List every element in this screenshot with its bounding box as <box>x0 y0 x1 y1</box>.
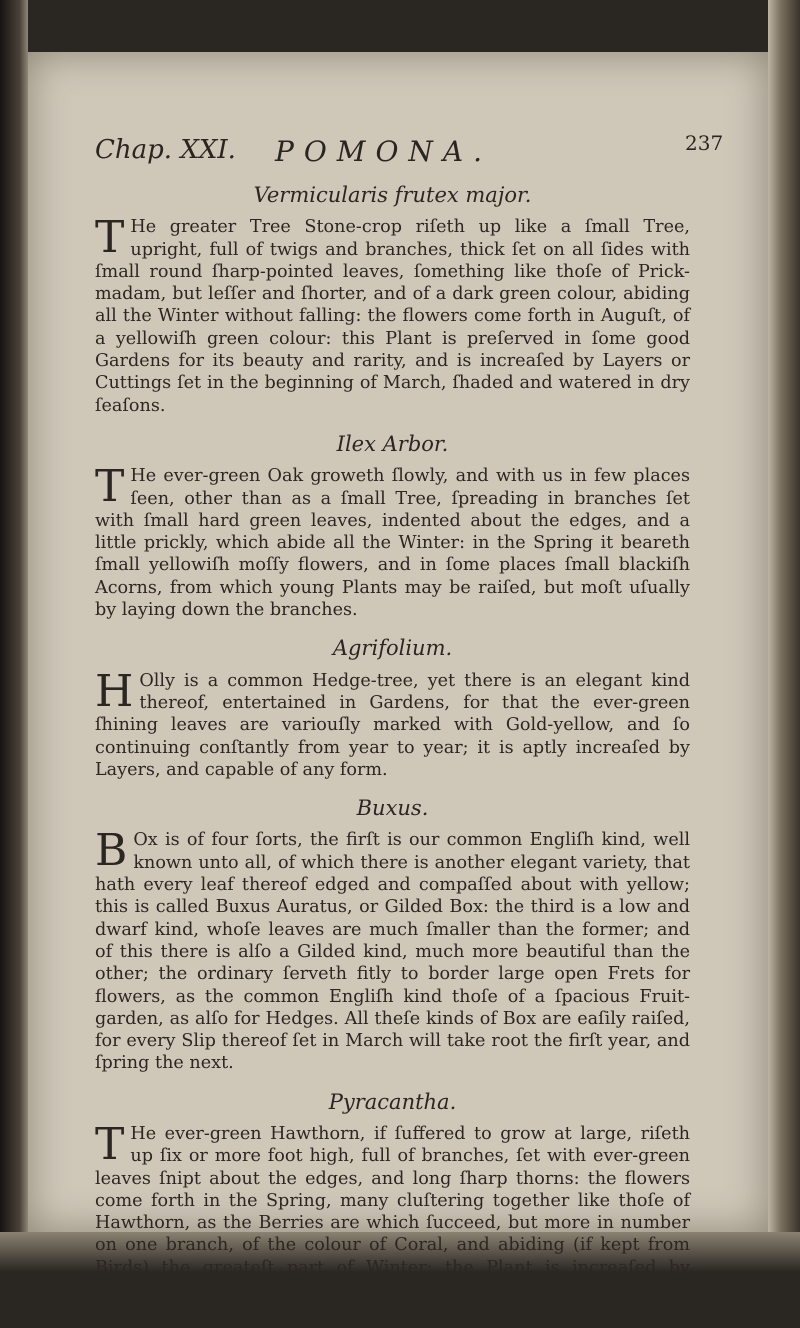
page-header <box>95 135 635 175</box>
page-content <box>95 180 690 1328</box>
section-paragraph <box>95 216 690 417</box>
section-buxus <box>95 797 690 1075</box>
paragraph-text: Ox is of four ſorts, the firſt is our common Engliſh kind, well known unto all, of which there is another elegant variety, that hath every leaf thereof edged and compaſſed about with yellow; this is called Buxus Auratus, or Gilded Box: the third is a low and dwarf kind, whoſe leaves are much ſmaller than the former; and of this there is alſo a Gilded kind, much more beautiful than the other; the ordinary ſerveth fitly to border large open Frets for flowers, as the common Engliſh kind thoſe of a ſpacious Fruit-garden, as alſo for Hedges. All theſe kinds of Box are eaſily raiſed, for every Slip thereof ſet in March will take root the firſt year, and ſpring the next. <box>95 830 690 1073</box>
drop-cap: T <box>95 218 124 258</box>
book-edge-right <box>768 0 800 1272</box>
section-paragraph <box>95 670 690 781</box>
drop-cap: B <box>95 831 127 871</box>
paragraph-text: He greater Tree Stone-crop riſeth up like a ſmall Tree, upright, full of twigs and branches, thick ſet on all ſides with ſmall round ſharp-pointed leaves, ſomething like thoſe of Prick-madam, but leſſer and ſhorter, and of a dark green colour, abiding all the Winter without falling: the flowers come forth in Auguſt, of a yellowiſh green colour: this Plant is preſerved in ſome good Gardens for its beauty and rarity, and is increaſed by Layers or Cuttings ſet in the beginning of March, ſhaded and watered in dry ſeaſons. <box>95 217 690 415</box>
section-heading: Ilex Arbor. <box>95 433 690 455</box>
drop-cap: T <box>95 467 124 507</box>
section-paragraph <box>95 465 690 621</box>
paragraph-text: He ever-green Oak groweth ſlowly, and with us in few places ſeen, other than as a ſmall Tree, ſpreading in branches ſet with ſmall hard green leaves, indented about the edges, and a little prickly, which abide all the Winter: in the Spring it beareth ſmall yellowiſh moſſy flowers, and in ſome places ſmall blackiſh Acorns, from which young Plants may be raiſed, but moſt uſually by laying down the branches. <box>95 466 690 620</box>
section-agrifolium <box>95 637 690 781</box>
section-vermicularis <box>95 184 690 417</box>
section-heading: Buxus. <box>95 797 690 819</box>
book-gutter-left <box>0 0 28 1272</box>
running-title: POMONA. <box>275 135 492 168</box>
section-paragraph <box>95 829 690 1074</box>
catchword: ſowing <box>95 1305 690 1327</box>
section-heading: Vermicularis frutex major. <box>95 184 690 206</box>
section-ilex <box>95 433 690 621</box>
section-paragraph <box>95 1123 690 1301</box>
paragraph-text: He ever-green Hawthorn, if ſuffered to grow at large, riſeth up ſix or more foot high, full of branches, ſet with ever-green leaves ſnipt about the edges, and long ſharp thorns: the flowers come forth in the Spring, many cluſtering together like thoſe of Hawthorn, as the Berries are which ſucceed, but more in number on one branch, of the colour of Coral, and abiding (if kept from Birds) the greateſt part of Winter: the Plant is increaſed by Suckers, Layers, or by <box>95 1124 690 1300</box>
section-pyracantha <box>95 1091 690 1302</box>
drop-cap: T <box>95 1125 124 1165</box>
section-heading: Pyracantha. <box>95 1091 690 1113</box>
page-number: 237 <box>685 131 723 155</box>
drop-cap: H <box>95 672 133 712</box>
chapter-label: Chap. XXI. <box>95 135 236 165</box>
section-heading: Agrifolium. <box>95 637 690 659</box>
paragraph-text: Olly is a common Hedge-tree, yet there is an elegant kind thereof, entertained in Gardens, for that the ever-green ſhining leaves are variouſly marked with Gold-yellow, and ſo continuing conſtantly from year to year; it is aptly increaſed by Layers, and capable of any form. <box>95 671 690 780</box>
